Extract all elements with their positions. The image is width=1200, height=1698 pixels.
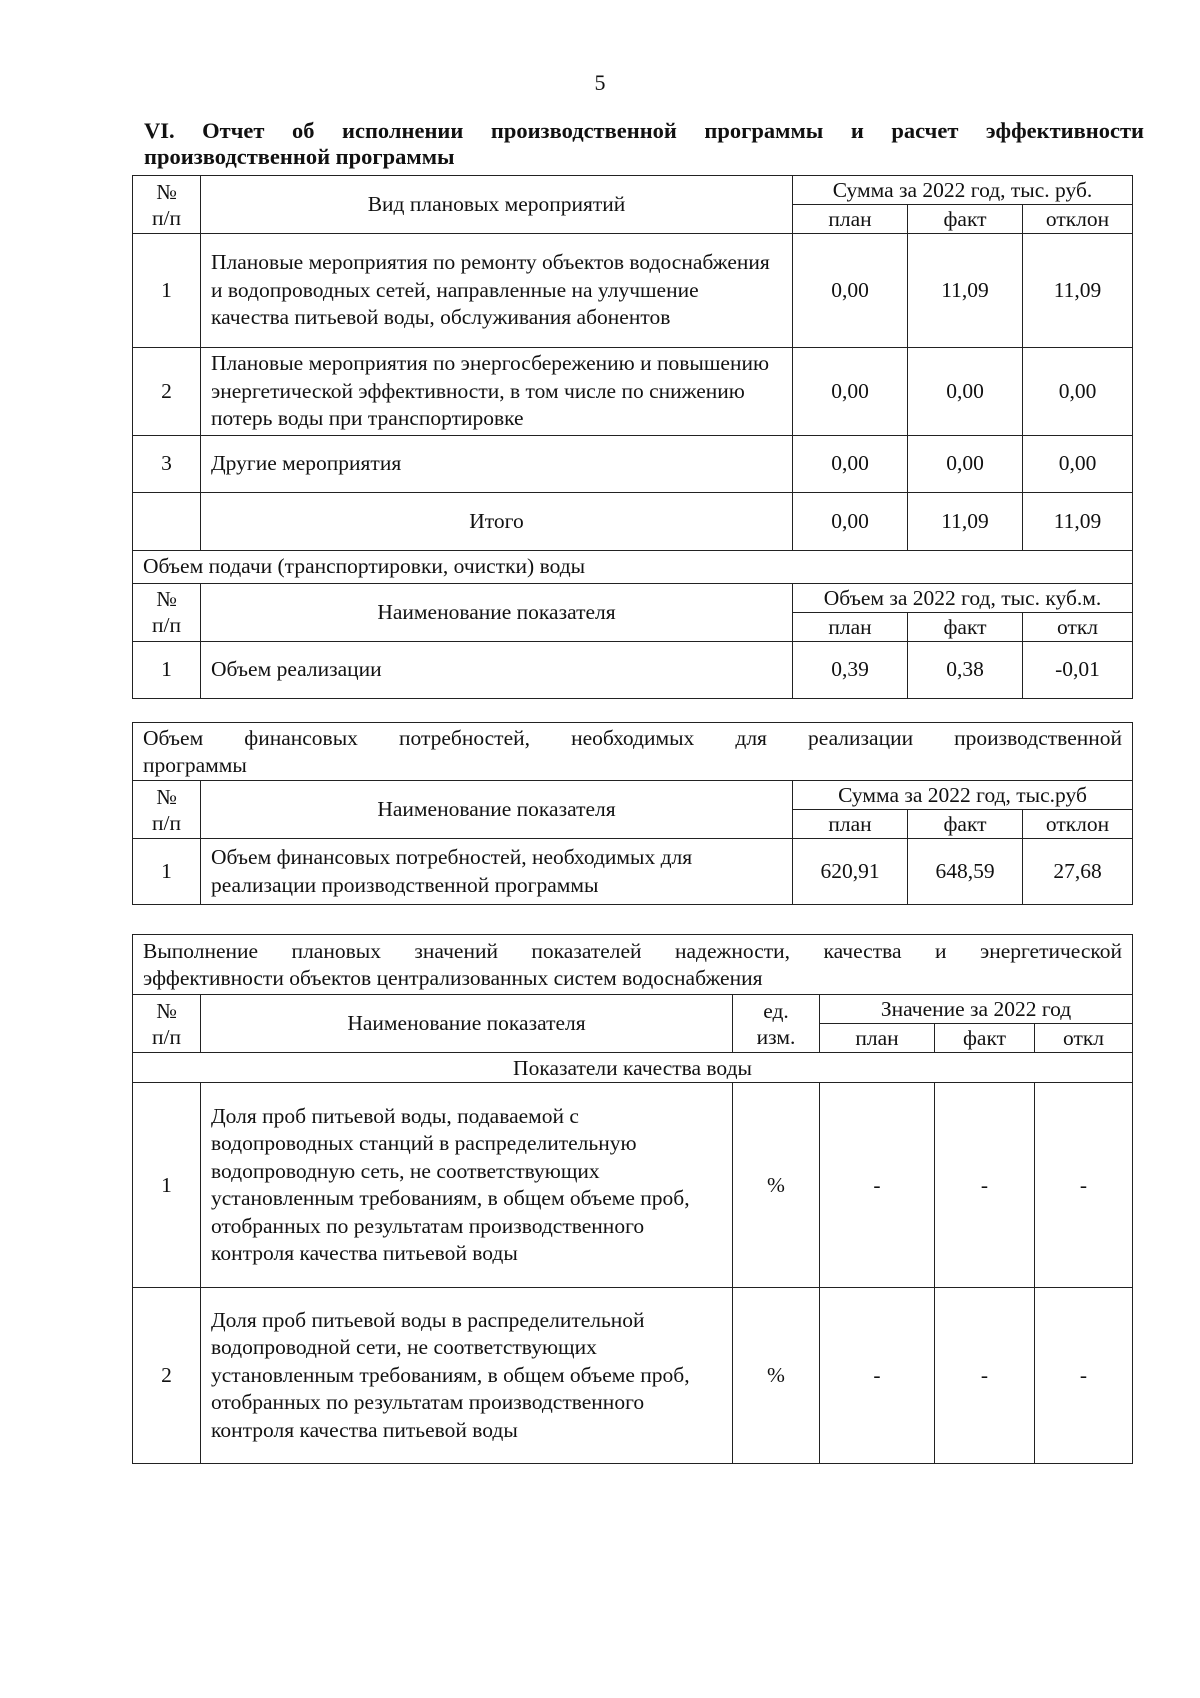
row-dev: 11,09 xyxy=(1023,234,1133,348)
row-dev: - xyxy=(1035,1083,1133,1288)
quality-subheader: Показатели качества воды xyxy=(133,1053,1133,1083)
total-number-cell xyxy=(133,492,201,550)
row-dev: 0,00 xyxy=(1023,348,1133,436)
col-group-header: Значение за 2022 год xyxy=(820,995,1133,1024)
row-fact: 0,38 xyxy=(908,641,1023,698)
total-fact: 11,09 xyxy=(908,492,1023,550)
col-plan-header: план xyxy=(793,205,908,234)
row-dev: -0,01 xyxy=(1023,641,1133,698)
col-name-header: Наименование показателя xyxy=(201,583,793,641)
row-unit: % xyxy=(733,1288,820,1464)
col-plan-header: план xyxy=(793,612,908,641)
row-name: Доля проб питьевой воды в распределительной водопроводной сети, не соответствующих установленным требованиям, в общем объеме проб, отобранных по результатам производственного контроля качества питьевой воды xyxy=(201,1288,733,1464)
col-num-header: № п/п xyxy=(133,781,201,839)
row-number: 1 xyxy=(133,641,201,698)
table3-title: Объем финансовых потребностей, необходимых для реализации производственной программы xyxy=(133,723,1133,781)
col-plan-header: план xyxy=(820,1024,935,1053)
row-fact: 648,59 xyxy=(908,839,1023,905)
quality-indicators-table xyxy=(132,934,1133,1464)
row-dev: - xyxy=(1035,1288,1133,1464)
total-label: Итого xyxy=(201,492,793,550)
row-name: Плановые мероприятия по энергосбережению и повышению энергетической эффективности, в том числе по снижению потерь воды при транспортировке xyxy=(201,348,793,436)
table-row xyxy=(133,839,1133,905)
total-row xyxy=(133,492,1133,550)
col-name-header: Наименование показателя xyxy=(201,781,793,839)
table-row xyxy=(133,1288,1133,1464)
col-num-header: № п/п xyxy=(133,176,201,234)
col-dev-header: отклон xyxy=(1023,205,1133,234)
row-plan: 0,00 xyxy=(793,234,908,348)
total-plan: 0,00 xyxy=(793,492,908,550)
financial-needs-table xyxy=(132,722,1133,905)
row-fact: 0,00 xyxy=(908,348,1023,436)
row-name: Другие мероприятия xyxy=(201,435,793,492)
row-plan: - xyxy=(820,1288,935,1464)
col-dev-header: отклон xyxy=(1023,810,1133,839)
col-dev-header: откл xyxy=(1035,1024,1133,1053)
col-fact-header: факт xyxy=(908,205,1023,234)
col-fact-header: факт xyxy=(908,612,1023,641)
row-plan: 0,00 xyxy=(793,435,908,492)
col-plan-header: план xyxy=(793,810,908,839)
table-row xyxy=(133,348,1133,436)
row-name: Плановые мероприятия по ремонту объектов водоснабжения и водопроводных сетей, направленные на улучшение качества питьевой воды, обслуживания абонентов xyxy=(201,234,793,348)
production-program-table xyxy=(132,175,1133,699)
row-fact: - xyxy=(935,1288,1035,1464)
section-title: VI. Отчет об исполнении производственной программы и расчет эффективности производственной программы xyxy=(144,118,1144,169)
row-name: Объем финансовых потребностей, необходимых для реализации производственной программы xyxy=(201,839,793,905)
row-dev: 27,68 xyxy=(1023,839,1133,905)
table4-title: Выполнение плановых значений показателей надежности, качества и энергетической эффективности объектов централизованных систем водоснабжения xyxy=(133,935,1133,995)
row-plan: 0,00 xyxy=(793,348,908,436)
table-row xyxy=(133,1083,1133,1288)
total-dev: 11,09 xyxy=(1023,492,1133,550)
row-plan: 0,39 xyxy=(793,641,908,698)
col-group-header: Объем за 2022 год, тыс. куб.м. xyxy=(793,583,1133,612)
row-name: Доля проб питьевой воды, подаваемой с водопроводных станций в распределительную водопроводную сеть, не соответствующих установленным требованиям, в общем объеме проб, отобранных по результатам производственного контроля качества питьевой воды xyxy=(201,1083,733,1288)
table-row xyxy=(133,435,1133,492)
col-group-header: Сумма за 2022 год, тыс.руб xyxy=(793,781,1133,810)
row-unit: % xyxy=(733,1083,820,1288)
row-fact: - xyxy=(935,1083,1035,1288)
table2-title: Объем подачи (транспортировки, очистки) воды xyxy=(133,550,1133,583)
row-plan: - xyxy=(820,1083,935,1288)
col-fact-header: факт xyxy=(935,1024,1035,1053)
page-number: 5 xyxy=(594,70,606,95)
row-number: 2 xyxy=(133,348,201,436)
col-name-header: Наименование показателя xyxy=(201,995,733,1053)
row-number: 1 xyxy=(133,1083,201,1288)
row-name: Объем реализации xyxy=(201,641,793,698)
col-unit-header: ед. изм. xyxy=(733,995,820,1053)
col-fact-header: факт xyxy=(908,810,1023,839)
table-row xyxy=(133,234,1133,348)
col-group-header: Сумма за 2022 год, тыс. руб. xyxy=(793,176,1133,205)
row-number: 2 xyxy=(133,1288,201,1464)
col-name-header: Вид плановых мероприятий xyxy=(201,176,793,234)
row-number: 1 xyxy=(133,234,201,348)
row-number: 1 xyxy=(133,839,201,905)
col-num-header: № п/п xyxy=(133,995,201,1053)
row-plan: 620,91 xyxy=(793,839,908,905)
row-number: 3 xyxy=(133,435,201,492)
col-dev-header: откл xyxy=(1023,612,1133,641)
table-row xyxy=(133,641,1133,698)
row-dev: 0,00 xyxy=(1023,435,1133,492)
col-num-header: № п/п xyxy=(133,583,201,641)
row-fact: 0,00 xyxy=(908,435,1023,492)
row-fact: 11,09 xyxy=(908,234,1023,348)
